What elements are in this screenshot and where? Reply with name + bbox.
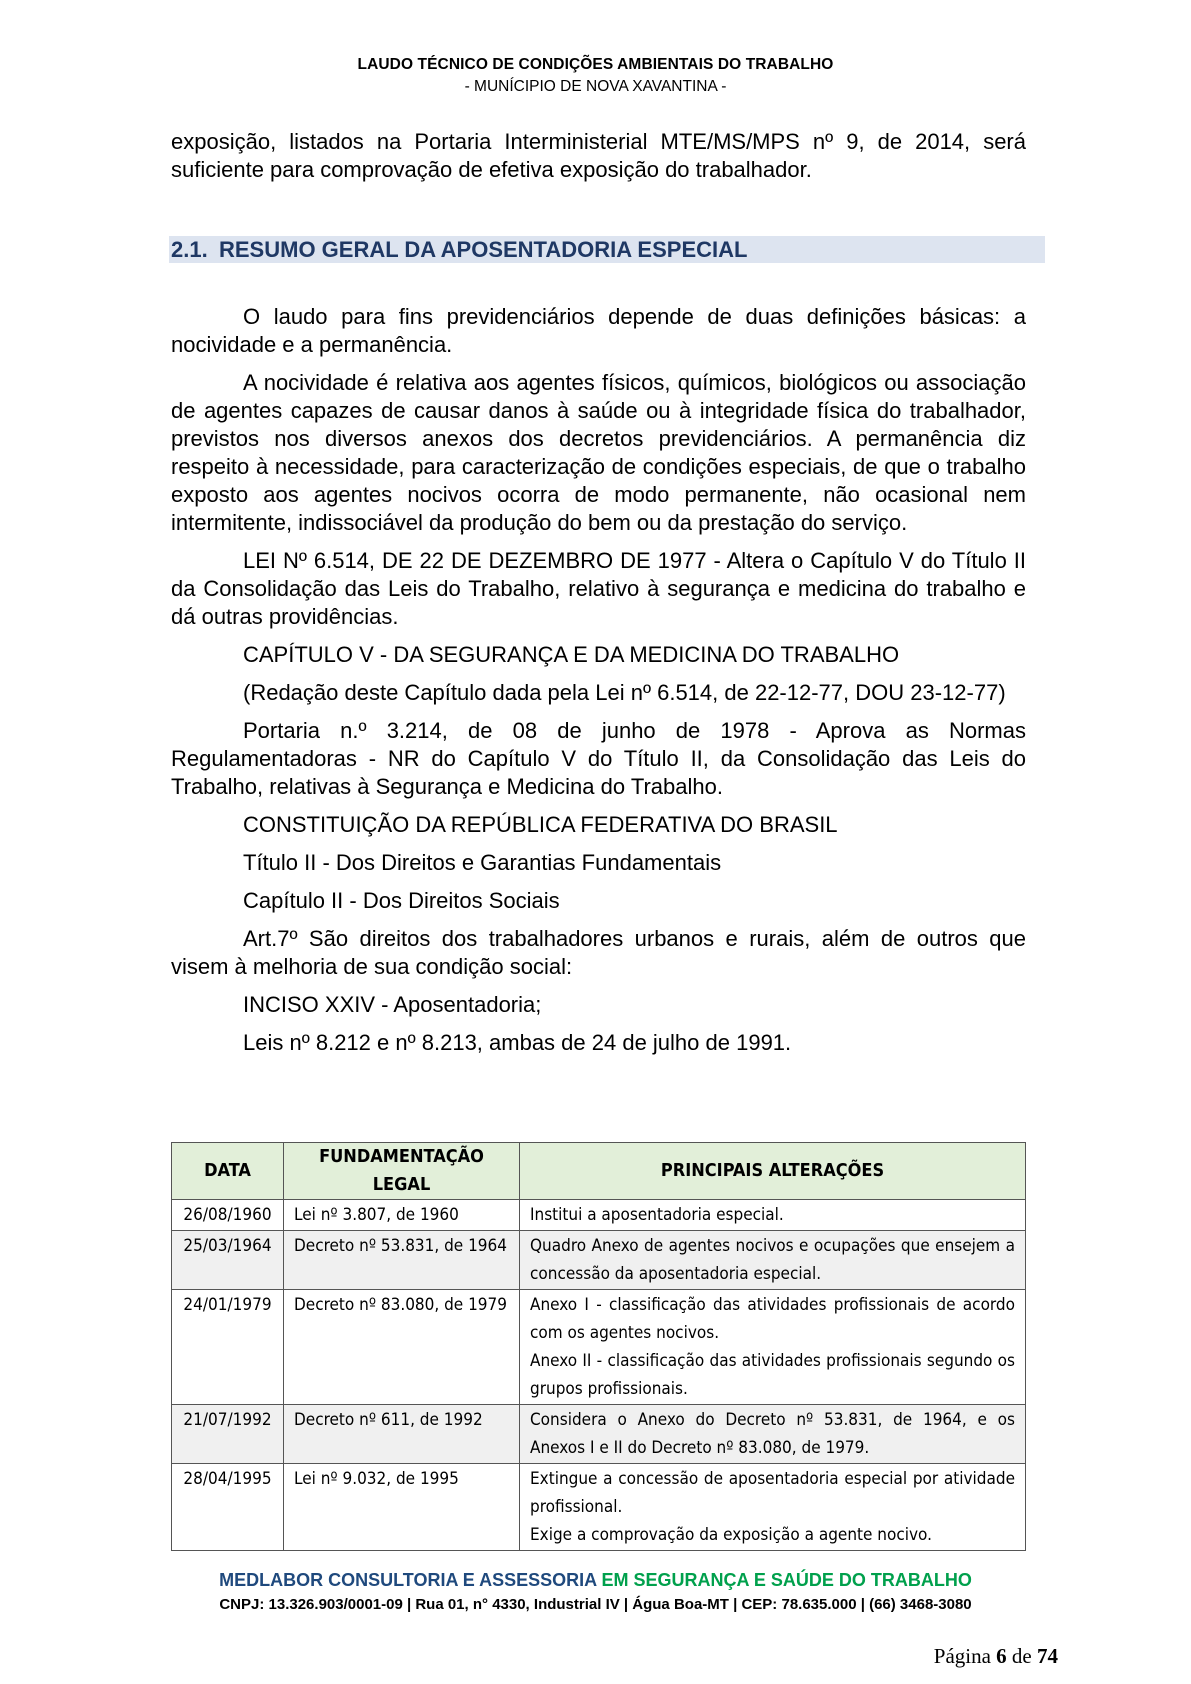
page-label: Página [933, 1644, 991, 1668]
cell-date: 21/07/1992 [172, 1405, 284, 1464]
document-header-subtitle: - MUNÍCIPIO DE NOVA XAVANTINA - [464, 78, 727, 95]
legislation-table [171, 1142, 1026, 1551]
body-text [171, 303, 1026, 1067]
cell-date: 28/04/1995 [172, 1464, 284, 1551]
footer-address: CNPJ: 13.326.903/0001-09 | Rua 01, n° 4330, Industrial IV | Água Boa-MT | CEP: 78.635.000 | (66) 3468-3080 [219, 1596, 972, 1613]
intro-block [171, 128, 1026, 184]
page-number [934, 1644, 1058, 1669]
table-header-row [172, 1143, 1026, 1200]
paragraph: A nocividade é relativa aos agentes físicos, químicos, biológicos ou associação de agentes capazes de causar danos à saúde ou à integridade física do trabalhador, previstos nos diversos anexos dos decretos previdenciários. A permanência diz respeito à necessidade, para caracterização de condições especiais, de que o trabalho exposto aos agentes nocivos ocorra de modo permanente, não ocasional nem intermitente, indissociável da produção do bem ou da prestação do serviço. [171, 370, 1026, 535]
column-header-changes: PRINCIPAIS ALTERAÇÕES [520, 1143, 1026, 1200]
table-row [172, 1200, 1026, 1231]
page-current: 6 [996, 1644, 1007, 1668]
paragraph: LEI Nº 6.514, DE 22 DE DEZEMBRO DE 1977 - Altera o Capítulo V do Título II da Consolidação das Leis do Trabalho, relativo à segurança e medicina do trabalho e dá outras providências. [171, 548, 1026, 629]
paragraph: Título II - Dos Direitos e Garantias Fundamentais [243, 850, 722, 875]
paragraph: CONSTITUIÇÃO DA REPÚBLICA FEDERATIVA DO BRASIL [243, 812, 838, 837]
paragraph: (Redação deste Capítulo dada pela Lei nº 6.514, de 22-12-77, DOU 23-12-77) [243, 680, 1006, 705]
table-row [172, 1290, 1026, 1405]
cell-law: Lei nº 9.032, de 1995 [284, 1464, 520, 1551]
paragraph: Portaria n.º 3.214, de 08 de junho de 1978 - Aprova as Normas Regulamentadoras - NR do Capítulo V do Título II, da Consolidação das Leis do Trabalho, relativas à Segurança e Medicina do Trabalho. [171, 718, 1026, 799]
footer-company [0, 1570, 1191, 1591]
cell-changes [520, 1464, 1026, 1551]
table-row [172, 1231, 1026, 1290]
change-line: Institui a aposentadoria especial. [530, 1205, 784, 1225]
cell-changes [520, 1290, 1026, 1405]
cell-date: 25/03/1964 [172, 1231, 284, 1290]
column-header-legal-basis: FUNDAMENTAÇÃO LEGAL [284, 1143, 520, 1200]
change-line: Exige a comprovação da exposição a agente nocivo. [530, 1525, 932, 1545]
table-row [172, 1405, 1026, 1464]
page-of: de [1011, 1644, 1032, 1668]
change-line: Considera o Anexo do Decreto nº 53.831, de 1964, e os Anexos I e II do Decreto nº 83.080, de 1979. [530, 1410, 1015, 1458]
paragraph: O laudo para fins previdenciários depende de duas definições básicas: a nocividade e a permanência. [171, 304, 1026, 357]
cell-law: Decreto nº 53.831, de 1964 [284, 1231, 520, 1290]
column-header-date: DATA [172, 1143, 284, 1200]
intro-paragraph: exposição, listados na Portaria Interministerial MTE/MS/MPS nº 9, de 2014, será suficiente para comprovação de efetiva exposição do trabalhador. [171, 129, 1026, 182]
paragraph: Art.7º São direitos dos trabalhadores urbanos e rurais, além de outros que visem à melhoria de sua condição social: [171, 926, 1026, 979]
paragraph: Capítulo II - Dos Direitos Sociais [243, 888, 560, 913]
page-total: 74 [1037, 1644, 1058, 1668]
cell-date: 26/08/1960 [172, 1200, 284, 1231]
section-title: RESUMO GERAL DA APOSENTADORIA ESPECIAL [219, 237, 748, 262]
table-row [172, 1464, 1026, 1551]
paragraph: Leis nº 8.212 e nº 8.213, ambas de 24 de julho de 1991. [243, 1030, 792, 1055]
cell-changes [520, 1200, 1026, 1231]
change-line: Extingue a concessão de aposentadoria especial por atividade profissional. [530, 1469, 1015, 1517]
paragraph: INCISO XXIV - Aposentadoria; [243, 992, 542, 1017]
paragraph: CAPÍTULO V - DA SEGURANÇA E DA MEDICINA DO TRABALHO [243, 642, 900, 667]
cell-law: Lei nº 3.807, de 1960 [284, 1200, 520, 1231]
change-line: Quadro Anexo de agentes nocivos e ocupações que ensejem a concessão da aposentadoria especial. [530, 1236, 1015, 1284]
cell-changes [520, 1231, 1026, 1290]
cell-date: 24/01/1979 [172, 1290, 284, 1405]
change-line: Anexo II - classificação das atividades profissionais segundo os grupos profissionais. [530, 1351, 1015, 1399]
cell-law: Decreto nº 83.080, de 1979 [284, 1290, 520, 1405]
section-heading [169, 236, 1045, 263]
change-line: Anexo I - classificação das atividades profissionais de acordo com os agentes nocivos. [530, 1295, 1015, 1343]
section-number: 2.1. [171, 237, 208, 262]
cell-changes [520, 1405, 1026, 1464]
footer-company-name: MEDLABOR CONSULTORIA E ASSESSORIA [219, 1570, 597, 1590]
cell-law: Decreto nº 611, de 1992 [284, 1405, 520, 1464]
document-header-title: LAUDO TÉCNICO DE CONDIÇÕES AMBIENTAIS DO TRABALHO [357, 56, 834, 73]
footer-company-tagline: EM SEGURANÇA E SAÚDE DO TRABALHO [601, 1570, 972, 1590]
